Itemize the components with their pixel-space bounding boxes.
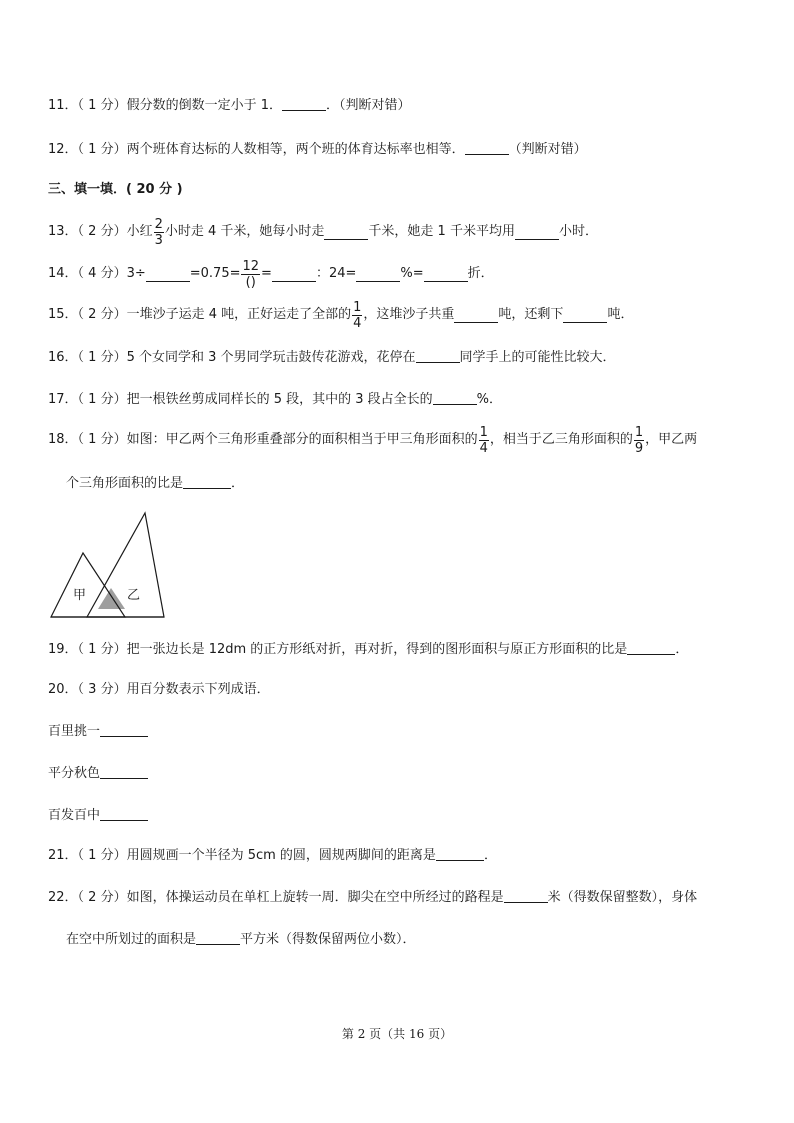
fraction-1-4 [352, 300, 362, 331]
question-15-part4: 吨． [607, 307, 634, 322]
question-17-part1: 17．（ 1 分）把一根铁丝剪成同样长的 5 段，其中的 3 段占全长的 [48, 392, 433, 407]
question-15-part2: ，这堆沙子共重 [363, 307, 455, 322]
answer-blank[interactable] [100, 764, 148, 779]
fraction-numerator: 12 [242, 258, 260, 274]
question-18-line2 [66, 474, 244, 494]
question-22-part1: 22．（ 2 分）如图，体操运动员在单杠上旋转一周．脚尖在空中所经过的路程是 [48, 890, 504, 905]
idiom-2 [48, 764, 148, 784]
question-15-part1: 15．（ 2 分）一堆沙子运走 4 吨，正好运走了全部的 [48, 307, 352, 322]
question-19 [48, 640, 688, 660]
question-12-text: 12．（ 1 分）两个班体育达标的人数相等，两个班的体育达标率也相等． [48, 142, 465, 157]
answer-blank[interactable] [436, 846, 484, 861]
question-14 [48, 258, 494, 290]
fraction-denominator: 4 [353, 315, 362, 331]
fraction-denominator: 4 [479, 440, 488, 456]
question-13-part2: 小时走 4 千米，她每小时走 [164, 224, 325, 239]
question-15 [48, 298, 633, 332]
question-12-end: （判断对错） [508, 142, 587, 157]
answer-blank[interactable] [183, 474, 231, 489]
fraction-numerator: 2 [154, 216, 163, 232]
answer-blank[interactable] [515, 225, 559, 240]
fraction-denominator: 3 [154, 232, 163, 248]
question-22-line2 [66, 930, 416, 950]
question-18-part1: 18．（ 1 分）如图：甲乙两个三角形重叠部分的面积相当于甲三角形面积的 [48, 432, 478, 447]
question-18-part2: ，相当于乙三角形面积的 [489, 432, 633, 447]
answer-blank[interactable] [627, 640, 675, 655]
question-13-part3: 千米，她走 1 千米平均用 [368, 224, 515, 239]
question-11-text: 11．（ 1 分）假分数的倒数一定小于 1． [48, 98, 282, 113]
idiom-3-text: 百发百中 [48, 808, 101, 823]
question-21-part2: ． [483, 848, 497, 863]
question-20: 20．（ 3 分）用百分数表示下列成语． [48, 682, 270, 697]
section-3-title: 三、填一填．( 20 分 ) [48, 182, 183, 197]
fraction-numerator: 1 [479, 424, 488, 440]
answer-blank[interactable] [324, 225, 368, 240]
question-22-line2-text: 在空中所划过的面积是 [66, 932, 197, 947]
answer-blank[interactable] [433, 390, 477, 405]
answer-blank[interactable] [424, 267, 468, 282]
question-14-part1: 14．（ 4 分）3÷ [48, 266, 146, 281]
fraction-2-3 [154, 217, 164, 248]
question-22-part2: 米（得数保留整数），身体 [547, 890, 698, 905]
question-18 [48, 422, 697, 458]
answer-blank[interactable] [100, 806, 148, 821]
question-18-part3: ，甲乙两 [645, 432, 698, 447]
question-22-line2-end: 平方米（得数保留两位小数）． [240, 932, 416, 947]
answer-blank[interactable] [196, 930, 240, 945]
answer-blank[interactable] [416, 348, 460, 363]
question-11-end: ．（判断对错） [325, 98, 411, 113]
question-16 [48, 348, 616, 368]
question-18-line2-text: 个三角形面积的比是 [66, 476, 184, 491]
question-18-line2-end: ． [231, 476, 245, 491]
fraction-1-9 [634, 425, 644, 456]
label-yi: 乙 [127, 588, 141, 603]
label-jia: 甲 [73, 588, 87, 603]
question-15-part3: 吨，还剩下 [498, 307, 564, 322]
answer-blank[interactable] [282, 96, 326, 111]
triangles-figure [48, 508, 172, 622]
answer-blank[interactable] [563, 308, 607, 323]
question-14-part5: %= [400, 266, 424, 281]
question-19-part2: ． [675, 642, 689, 657]
question-19-part1: 19．（ 1 分）把一张边长是 12dm 的正方形纸对折，再对折，得到的图形面积与原正方形面积的比是 [48, 642, 628, 657]
fraction-denominator[interactable]: () [245, 274, 256, 290]
question-13-part1: 13．（ 2 分）小红 [48, 224, 153, 239]
question-14-part2: =0.75= [189, 266, 241, 281]
question-14-part6: 折． [467, 266, 494, 281]
question-21-part1: 21．（ 1 分）用圆规画一个半径为 5cm 的圆，圆规两脚间的距离是 [48, 848, 436, 863]
page-footer: 第 2 页（共 16 页） [341, 1027, 453, 1041]
answer-blank[interactable] [356, 267, 400, 282]
question-21 [48, 846, 497, 866]
question-11 [48, 96, 411, 116]
fraction-1-4 [479, 425, 489, 456]
question-16-part2: 同学手上的可能性比较大． [459, 350, 616, 365]
question-16-part1: 16．（ 1 分）5 个女同学和 3 个男同学玩击鼓传花游戏，花停在 [48, 350, 416, 365]
fraction-denominator: 9 [634, 440, 644, 456]
question-12 [48, 140, 587, 160]
question-13-part4: 小时． [558, 224, 598, 239]
answer-blank[interactable] [454, 308, 498, 323]
fraction-numerator: 1 [634, 424, 644, 440]
question-14-part4: ：24= [315, 266, 357, 281]
idiom-1 [48, 722, 148, 742]
triangle-yi [87, 513, 164, 617]
question-17-part2: %． [476, 392, 503, 407]
idiom-2-text: 平分秋色 [48, 766, 101, 781]
answer-blank[interactable] [465, 140, 509, 155]
question-22 [48, 888, 697, 908]
fraction-numerator: 1 [353, 299, 362, 315]
idiom-3 [48, 806, 148, 826]
answer-blank[interactable] [100, 722, 148, 737]
question-14-part3: = [261, 266, 272, 281]
fraction-12-blank [241, 259, 260, 290]
answer-blank[interactable] [504, 888, 548, 903]
answer-blank[interactable] [272, 267, 316, 282]
answer-blank[interactable] [146, 267, 190, 282]
question-13 [48, 216, 598, 248]
question-17 [48, 390, 502, 410]
idiom-1-text: 百里挑一 [48, 724, 101, 739]
